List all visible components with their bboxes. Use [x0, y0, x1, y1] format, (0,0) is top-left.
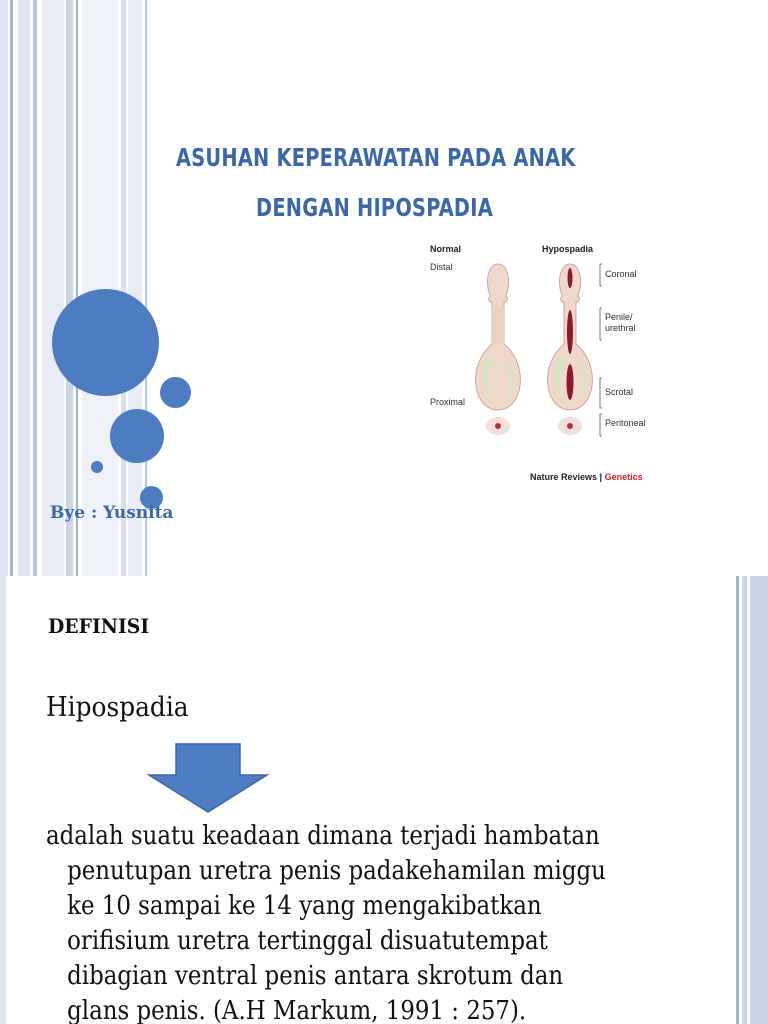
label-peritoneal: Peritoneal — [605, 418, 646, 428]
label-distal: Distal — [430, 262, 453, 272]
definition-line: adalah suatu keadaan dimana terjadi hambatan — [46, 821, 600, 851]
decor-stripe — [0, 576, 6, 1024]
decor-stripe — [128, 0, 142, 576]
hypospadia-penis-illustration — [548, 264, 593, 435]
decor-stripe — [82, 0, 118, 576]
label-scrotal: Scrotal — [605, 387, 634, 397]
normal-penis-illustration — [476, 264, 521, 435]
definition-line: ke 10 sampai ke 14 yang mengakibatkan — [67, 891, 542, 921]
decor-circle — [110, 409, 164, 463]
decor-stripe — [33, 0, 37, 576]
definition-line: penutupan uretra penis padakehamilan miggu — [67, 856, 606, 886]
decor-stripe — [18, 0, 30, 576]
decor-stripe — [42, 0, 64, 576]
definition-slide — [0, 576, 768, 1024]
figure-credit — [530, 472, 643, 482]
definition-line: glans penis. (A.H Markum, 1991 : 257). — [67, 996, 527, 1024]
slide-title-line-2: DENGAN HIPOSPADIA — [256, 193, 493, 222]
down-arrow-icon — [146, 743, 270, 813]
definition-line: orifisium uretra tertinggal disuatutempat — [67, 926, 548, 956]
credit-separator: | — [597, 472, 605, 482]
definition-line: dibagian ventral penis antara skrotum dan — [67, 961, 564, 991]
decor-stripe — [66, 0, 73, 576]
hypospadia-figure — [420, 236, 660, 486]
label-hypospadia: Hypospadia — [542, 244, 594, 254]
label-normal: Normal — [430, 244, 462, 254]
region-brackets — [600, 264, 602, 436]
credit-journal: Genetics — [604, 472, 643, 482]
definition-text — [46, 819, 746, 1024]
label-urethral: urethral — [605, 323, 636, 333]
term-title: Hipospadia — [46, 692, 189, 723]
decor-stripe — [121, 0, 126, 576]
decor-stripe — [0, 0, 8, 576]
credit-source: Nature Reviews — [530, 472, 598, 482]
decor-stripe — [750, 576, 768, 1024]
decor-stripe — [76, 0, 78, 576]
slide-title-line-1: ASUHAN KEPERAWATAN PADA ANAK — [176, 143, 576, 172]
decor-stripe — [10, 0, 13, 576]
decor-circle — [91, 461, 103, 473]
author-name: Bye : Yusnita — [50, 503, 174, 523]
label-proximal: Proximal — [430, 397, 466, 407]
decor-circle — [160, 377, 191, 408]
label-penile: Penile/ — [605, 312, 633, 322]
label-coronal: Coronal — [605, 269, 637, 279]
decor-circle — [52, 289, 159, 396]
slide-heading: DEFINISI — [48, 614, 150, 638]
